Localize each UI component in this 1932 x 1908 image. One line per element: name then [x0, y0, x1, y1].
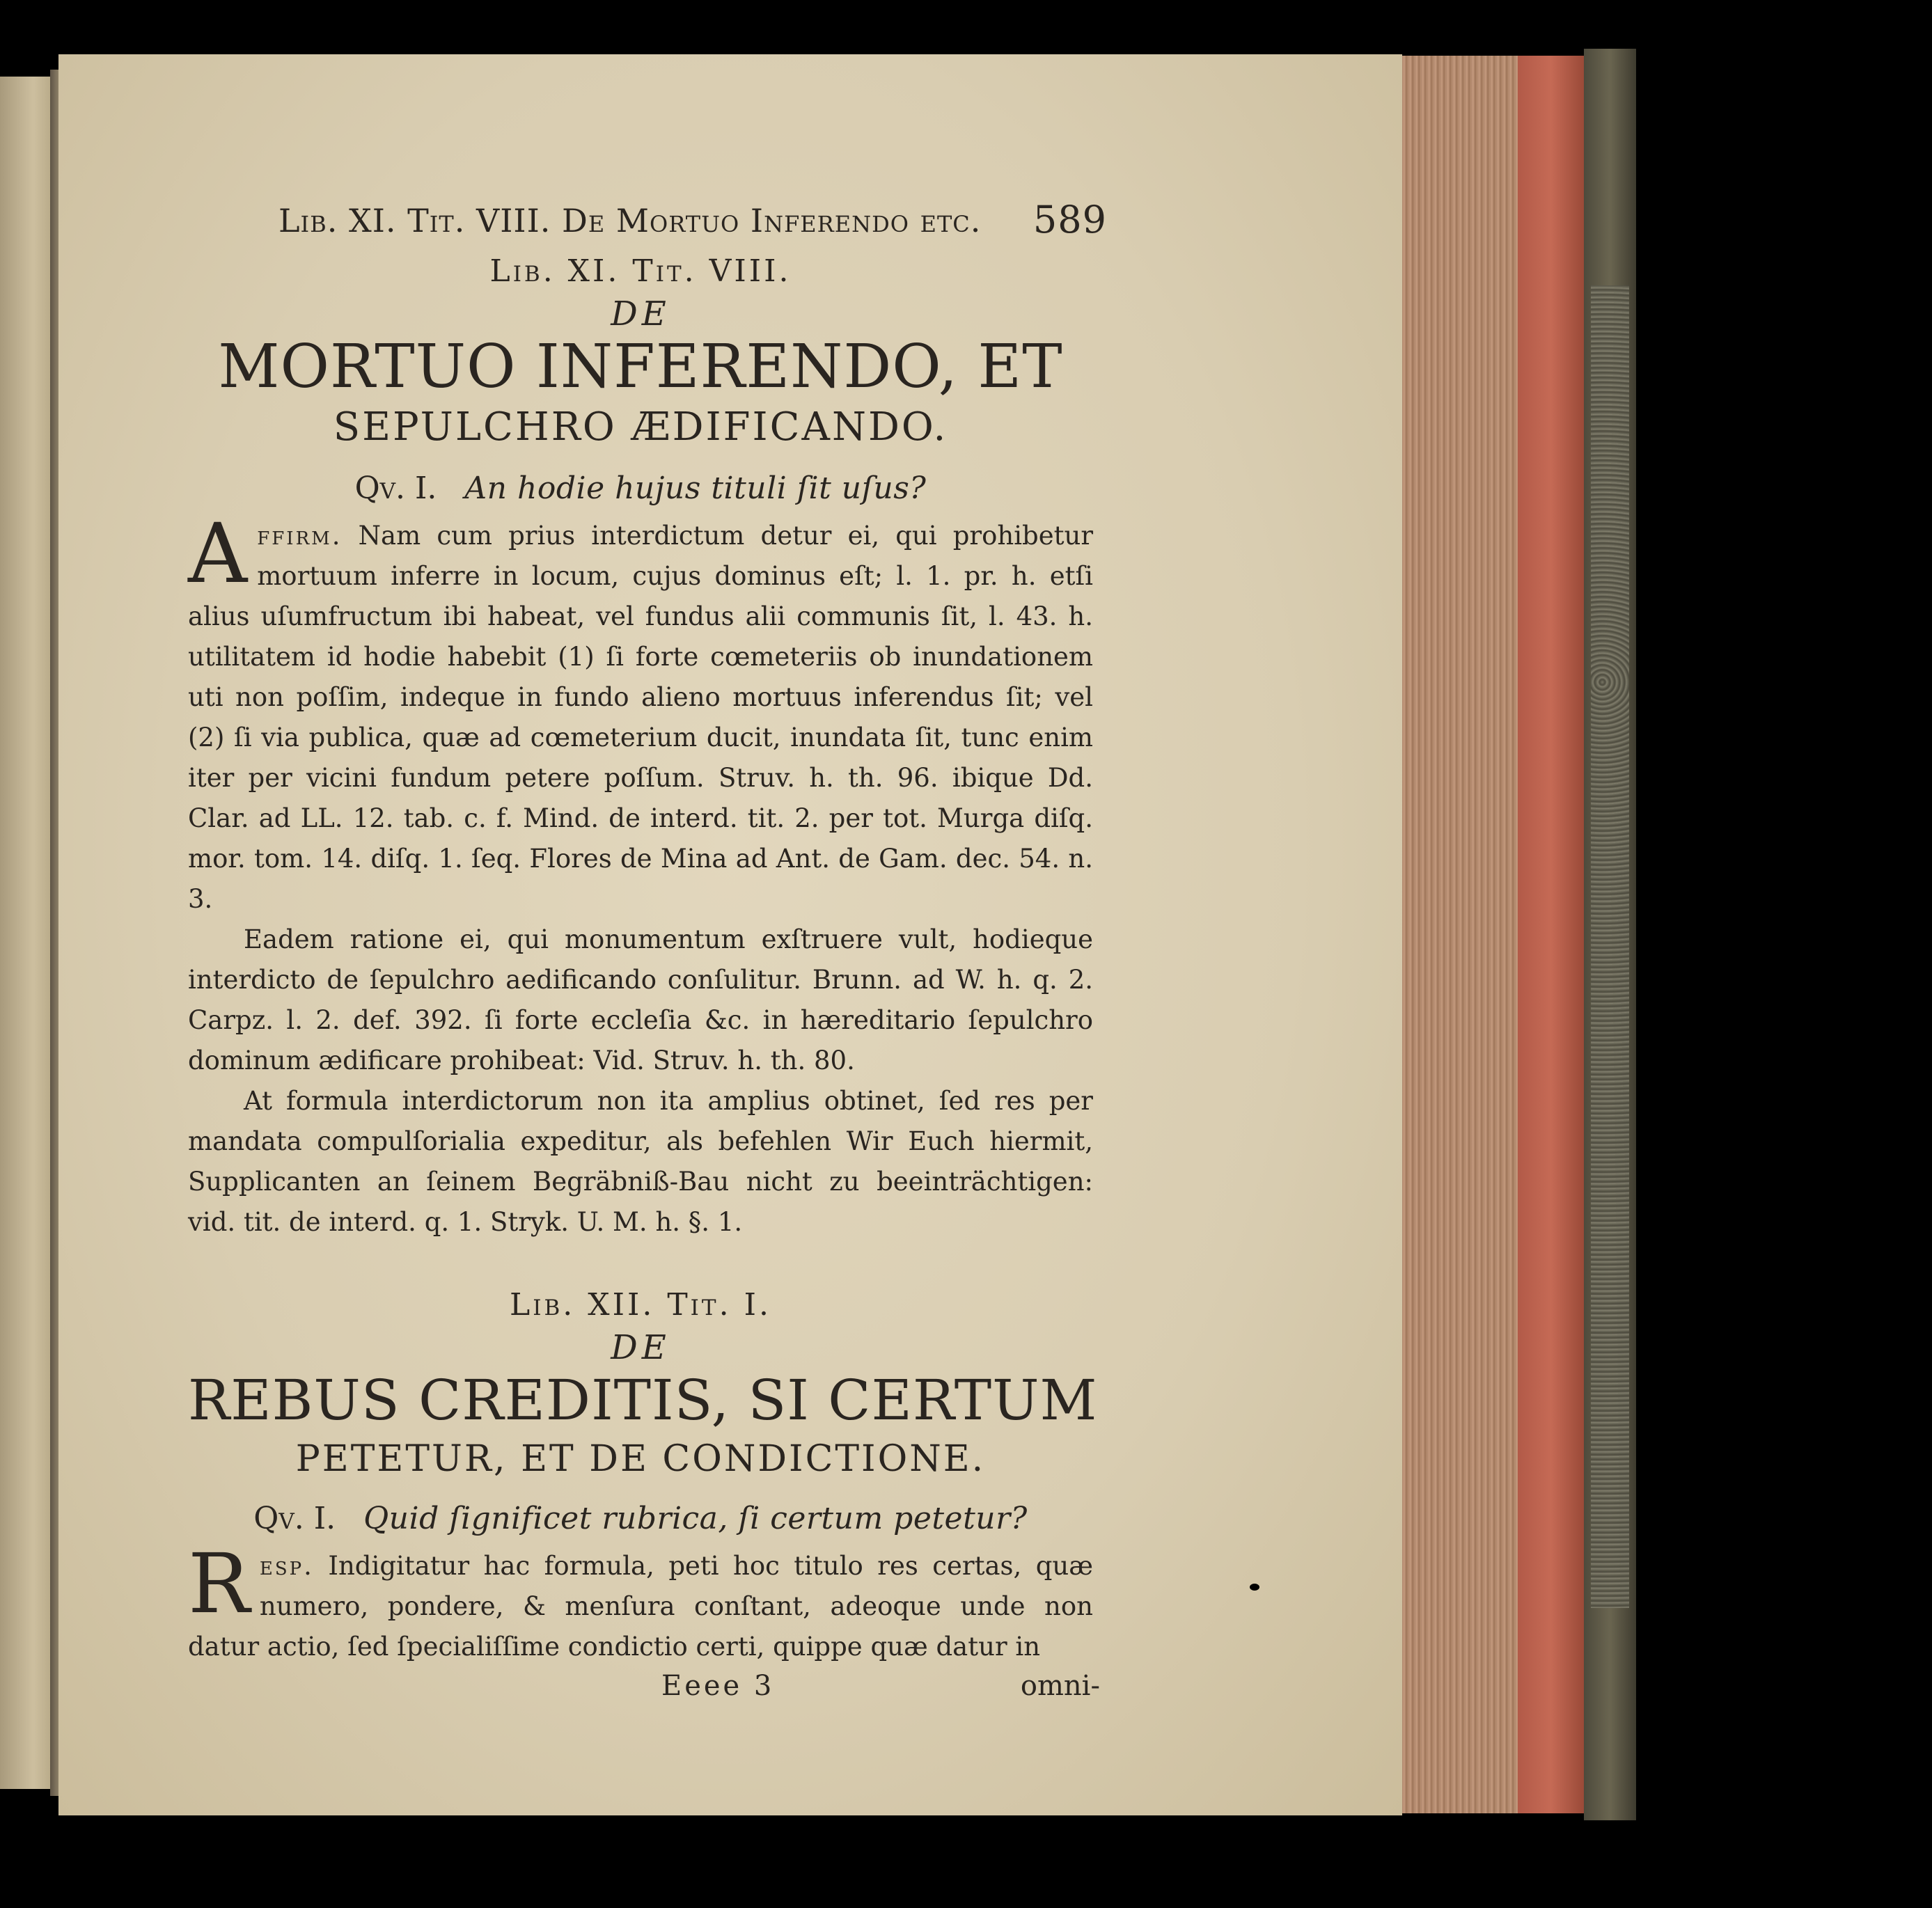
- signature-mark: Eeee 3: [661, 1670, 775, 1702]
- question-heading: [188, 1501, 1093, 1536]
- paragraph-opening: esp.: [259, 1551, 314, 1581]
- ink-spot: [1250, 1584, 1259, 1591]
- drop-cap: R: [188, 1536, 250, 1632]
- drop-cap: A: [188, 505, 248, 601]
- page-footer: [188, 1670, 1100, 1712]
- paragraph-opening: ffirm.: [257, 521, 343, 551]
- book-title-ref: Lib. XII. Tit. I.: [510, 1287, 771, 1323]
- running-header: [188, 195, 1107, 251]
- de-heading: DE: [611, 294, 670, 333]
- paragraph: Eadem ratione ei, qui monumentum exſtruere vult, hodieque interdicto de ſepulchro aedificando conſulitur. Brunn. ad W. h. q. 2. Carpz. l. 2. def. 392. ſi forte eccleſia &c. in hæreditario ſepulchro dominum ædificare prohibeat: Vid. Struv. h. th. 80.: [188, 924, 1093, 1075]
- de-heading: DE: [611, 1328, 670, 1367]
- red-sprinkled-edge: [1518, 56, 1584, 1813]
- book-gutter: [50, 70, 58, 1796]
- page-number: 589: [1032, 198, 1107, 242]
- paragraph: At formula interdictorum non ita amplius obtinet, ſed res per mandata compulſorialia expeditur, als befehlen Wir Euch hiermit, Supplicanten an ſeinem Begräbniß-Bau nicht zu beeinträchtigen: vid. tit. de interd. q. 1. Stryk. U. M. h. §. 1.: [188, 1086, 1093, 1237]
- question-label: Qv. I.: [354, 471, 437, 506]
- paragraph-text: Nam cum prius interdictum detur ei, qui prohibetur mortuum inferre in locum, cujus dominus eſt; l. 1. pr. h. etſi alius uſumfructum ibi habeat, vel fundus alii communis ſit, l. 43. h. utilitatem id hodie habebit (1) ſi forte cœmeteriis ob inundationem uti non poſſim, indeque in fundo alieno mortuus inferendus ſit; vel (2) ſi via publica, quæ ad cœmeterium ducit, inundata ſit, tunc enim iter per vicini fundum petere poſſum. Struv. h. th. 96. ibique Dd. Clar. ad LL. 12. tab. c. f. Mind. de interd. tit. 2. per tot. Murga diſq. mor. tom. 14. diſq. 1. ſeq. Flores de Mina ad Ant. de Gam. dec. 54. n. 3.: [188, 521, 1093, 914]
- facing-page-edge: [0, 77, 56, 1789]
- book-title-ref: Lib. XI. Tit. VIII.: [489, 253, 792, 289]
- catchword: omni-: [1020, 1670, 1100, 1702]
- section-title-line2: SEPULCHRO ÆDIFICANDO.: [333, 404, 948, 450]
- paragraph-text: Indigitatur hac formula, peti hoc titulo res certas, quæ numero, pondere, & menſura conſtant, adeoque unde non datur actio, ſed ſpecialiſſime condictio certi, quippe quæ datur in: [188, 1551, 1093, 1662]
- paragraph: [188, 1536, 1093, 1667]
- section-title-line1: MORTUO INFERENDO, ET: [218, 332, 1063, 402]
- question-label: Qv. I.: [253, 1501, 336, 1536]
- question-heading: [188, 471, 1093, 506]
- section-title-line1: REBUS CREDITIS, SI CERTUM: [188, 1368, 1098, 1433]
- text-block: [188, 195, 1107, 1712]
- marbled-cover-paper: [1591, 285, 1629, 1608]
- running-title: Lib. XI. Tit. VIII. De Mortuo Inferendo etc.: [278, 202, 982, 239]
- section-title-line2: PETETUR, ET DE CONDICTIONE.: [295, 1438, 986, 1480]
- question-text: An hodie hujus tituli ſit uſus?: [464, 471, 927, 506]
- paragraph: [188, 505, 1093, 920]
- question-text: Quid ſignificet rubrica, ſi certum petetur?: [363, 1501, 1028, 1536]
